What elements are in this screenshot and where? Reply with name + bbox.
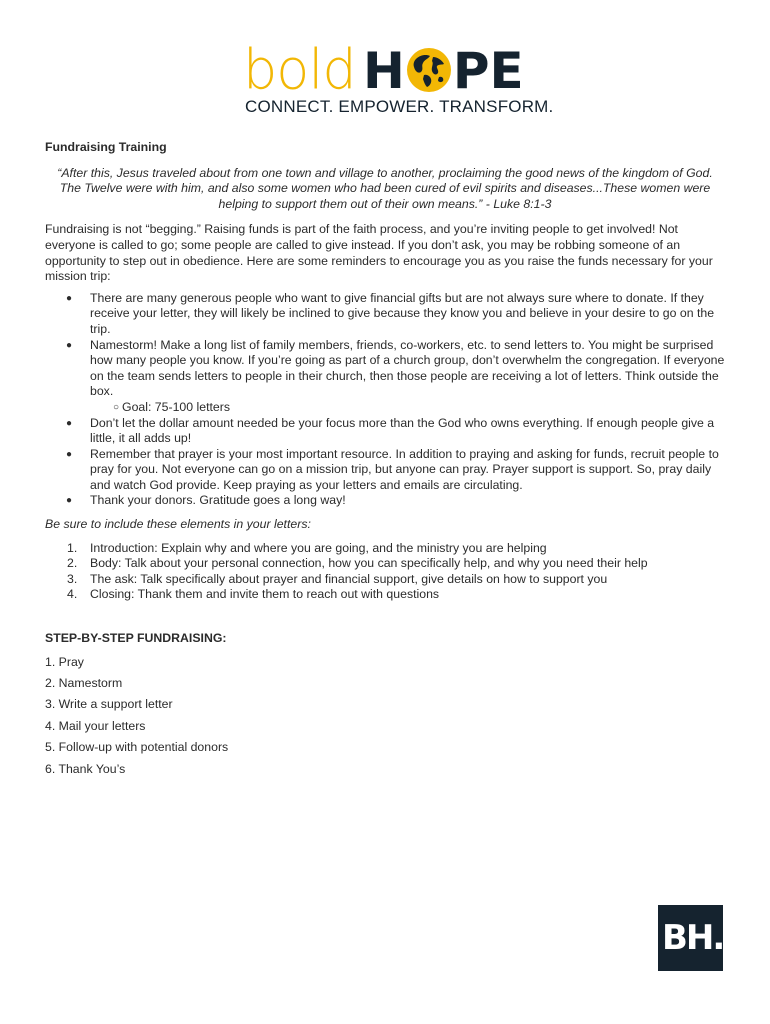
- boldhope-logo: [243, 37, 554, 118]
- reminder-item: ● Thank your donors. Gratitude goes a long way!: [45, 493, 725, 509]
- page-title: Fundraising Training: [45, 140, 167, 154]
- logo-hope-word: [363, 42, 524, 100]
- logo-wordmark: [243, 37, 356, 102]
- document-body: [45, 140, 725, 783]
- letter-element-item: [45, 541, 725, 557]
- list-number: 4.: [67, 587, 78, 602]
- list-number: 2.: [67, 556, 78, 571]
- steps-heading: STEP-BY-STEP FUNDRAISING:: [45, 631, 227, 646]
- reminder-item-text: Namestorm! Make a long list of family members, friends, co-workers, etc. to send letters to. You might be surprised how many people you know. If you’re going as part of a church group, don’t overwhelm the congregation. If everyone on the team sends letters to people in their church, then those people are receiving a lot of letters. Think outside the box.: [90, 337, 725, 399]
- reminder-item: [45, 338, 725, 416]
- steps-list: [45, 655, 725, 778]
- reminder-item: ● Remember that prayer is your most important resource. In addition to praying and asking for funds, recruit people to pray for you. Not everyone can go on a mission trip, but anyone can pray. Prayer support is support. So, pray daily and watch God provide. Keep praying as your letters and emails are circulating.: [45, 447, 725, 494]
- reminder-item: ● There are many generous people who want to give financial gifts but are not always sure where to donate. If they receive your letter, they will likely be inclined to give because they know you and believe in your desire to go on the trip.: [45, 291, 725, 338]
- letter-elements-list: [45, 541, 725, 603]
- list-number: 3.: [67, 571, 78, 586]
- globe-icon: [406, 47, 452, 93]
- logo-hope-h: H: [363, 42, 405, 100]
- reminder-item: ● Don’t let the dollar amount needed be your focus more than the God who owns everything. If enough people give a little, it all adds up!: [45, 416, 725, 447]
- intro-paragraph: Fundraising is not “begging.” Raising funds is part of the faith process, and you’re inviting people to get involved! Not everyone is called to go; some people are called to give instead. If you don’t ask, you may be robbing someone of an opportunity to step out in obedience. Here are some reminders to encourage you as you raise the funds necessary for your mission trip:: [45, 222, 713, 284]
- letter-element-item: [45, 556, 725, 572]
- letter-element-item: [45, 587, 725, 603]
- letter-element-text: The ask: Talk specifically about prayer and financial support, give details on how to support you: [90, 571, 608, 586]
- letter-element-item: [45, 572, 725, 588]
- letter-element-text: Closing: Thank them and invite them to reach out with questions: [90, 587, 440, 602]
- reminders-list: [45, 291, 725, 509]
- goal-subitem: ○ Goal: 75-100 letters: [90, 400, 725, 416]
- step-item: 3. Write a support letter: [45, 697, 173, 712]
- step-item: 1. Pray: [45, 654, 84, 669]
- bh-footer-logo: BH.: [658, 905, 723, 971]
- logo-bold-word: bold: [243, 37, 356, 102]
- letter-element-text: Introduction: Explain why and where you are going, and the ministry you are helping: [90, 540, 547, 555]
- elements-intro: Be sure to include these elements in your letters:: [45, 517, 311, 532]
- letter-element-text: Body: Talk about your personal connection, how you can specifically help, and why you need their help: [90, 556, 648, 571]
- step-item: 5. Follow-up with potential donors: [45, 740, 229, 755]
- reminder-sublist: [90, 400, 725, 416]
- step-item: 4. Mail your letters: [45, 718, 146, 733]
- step-item: 6. Thank You’s: [45, 761, 126, 776]
- scripture-quote: “After this, Jesus traveled about from one town and village to another, proclaiming the good news of the kingdom of God. The Twelve were with him, and also some women who had been cured of evil spirits and diseases...These women were helping to support them out of their own means.” - Luke 8:1-3: [57, 165, 713, 211]
- list-number: 1.: [67, 540, 78, 555]
- logo-hope-pe: PE: [452, 42, 524, 100]
- logo-tagline: CONNECT. EMPOWER. TRANSFORM.: [245, 97, 554, 116]
- step-item: 2. Namestorm: [45, 676, 123, 691]
